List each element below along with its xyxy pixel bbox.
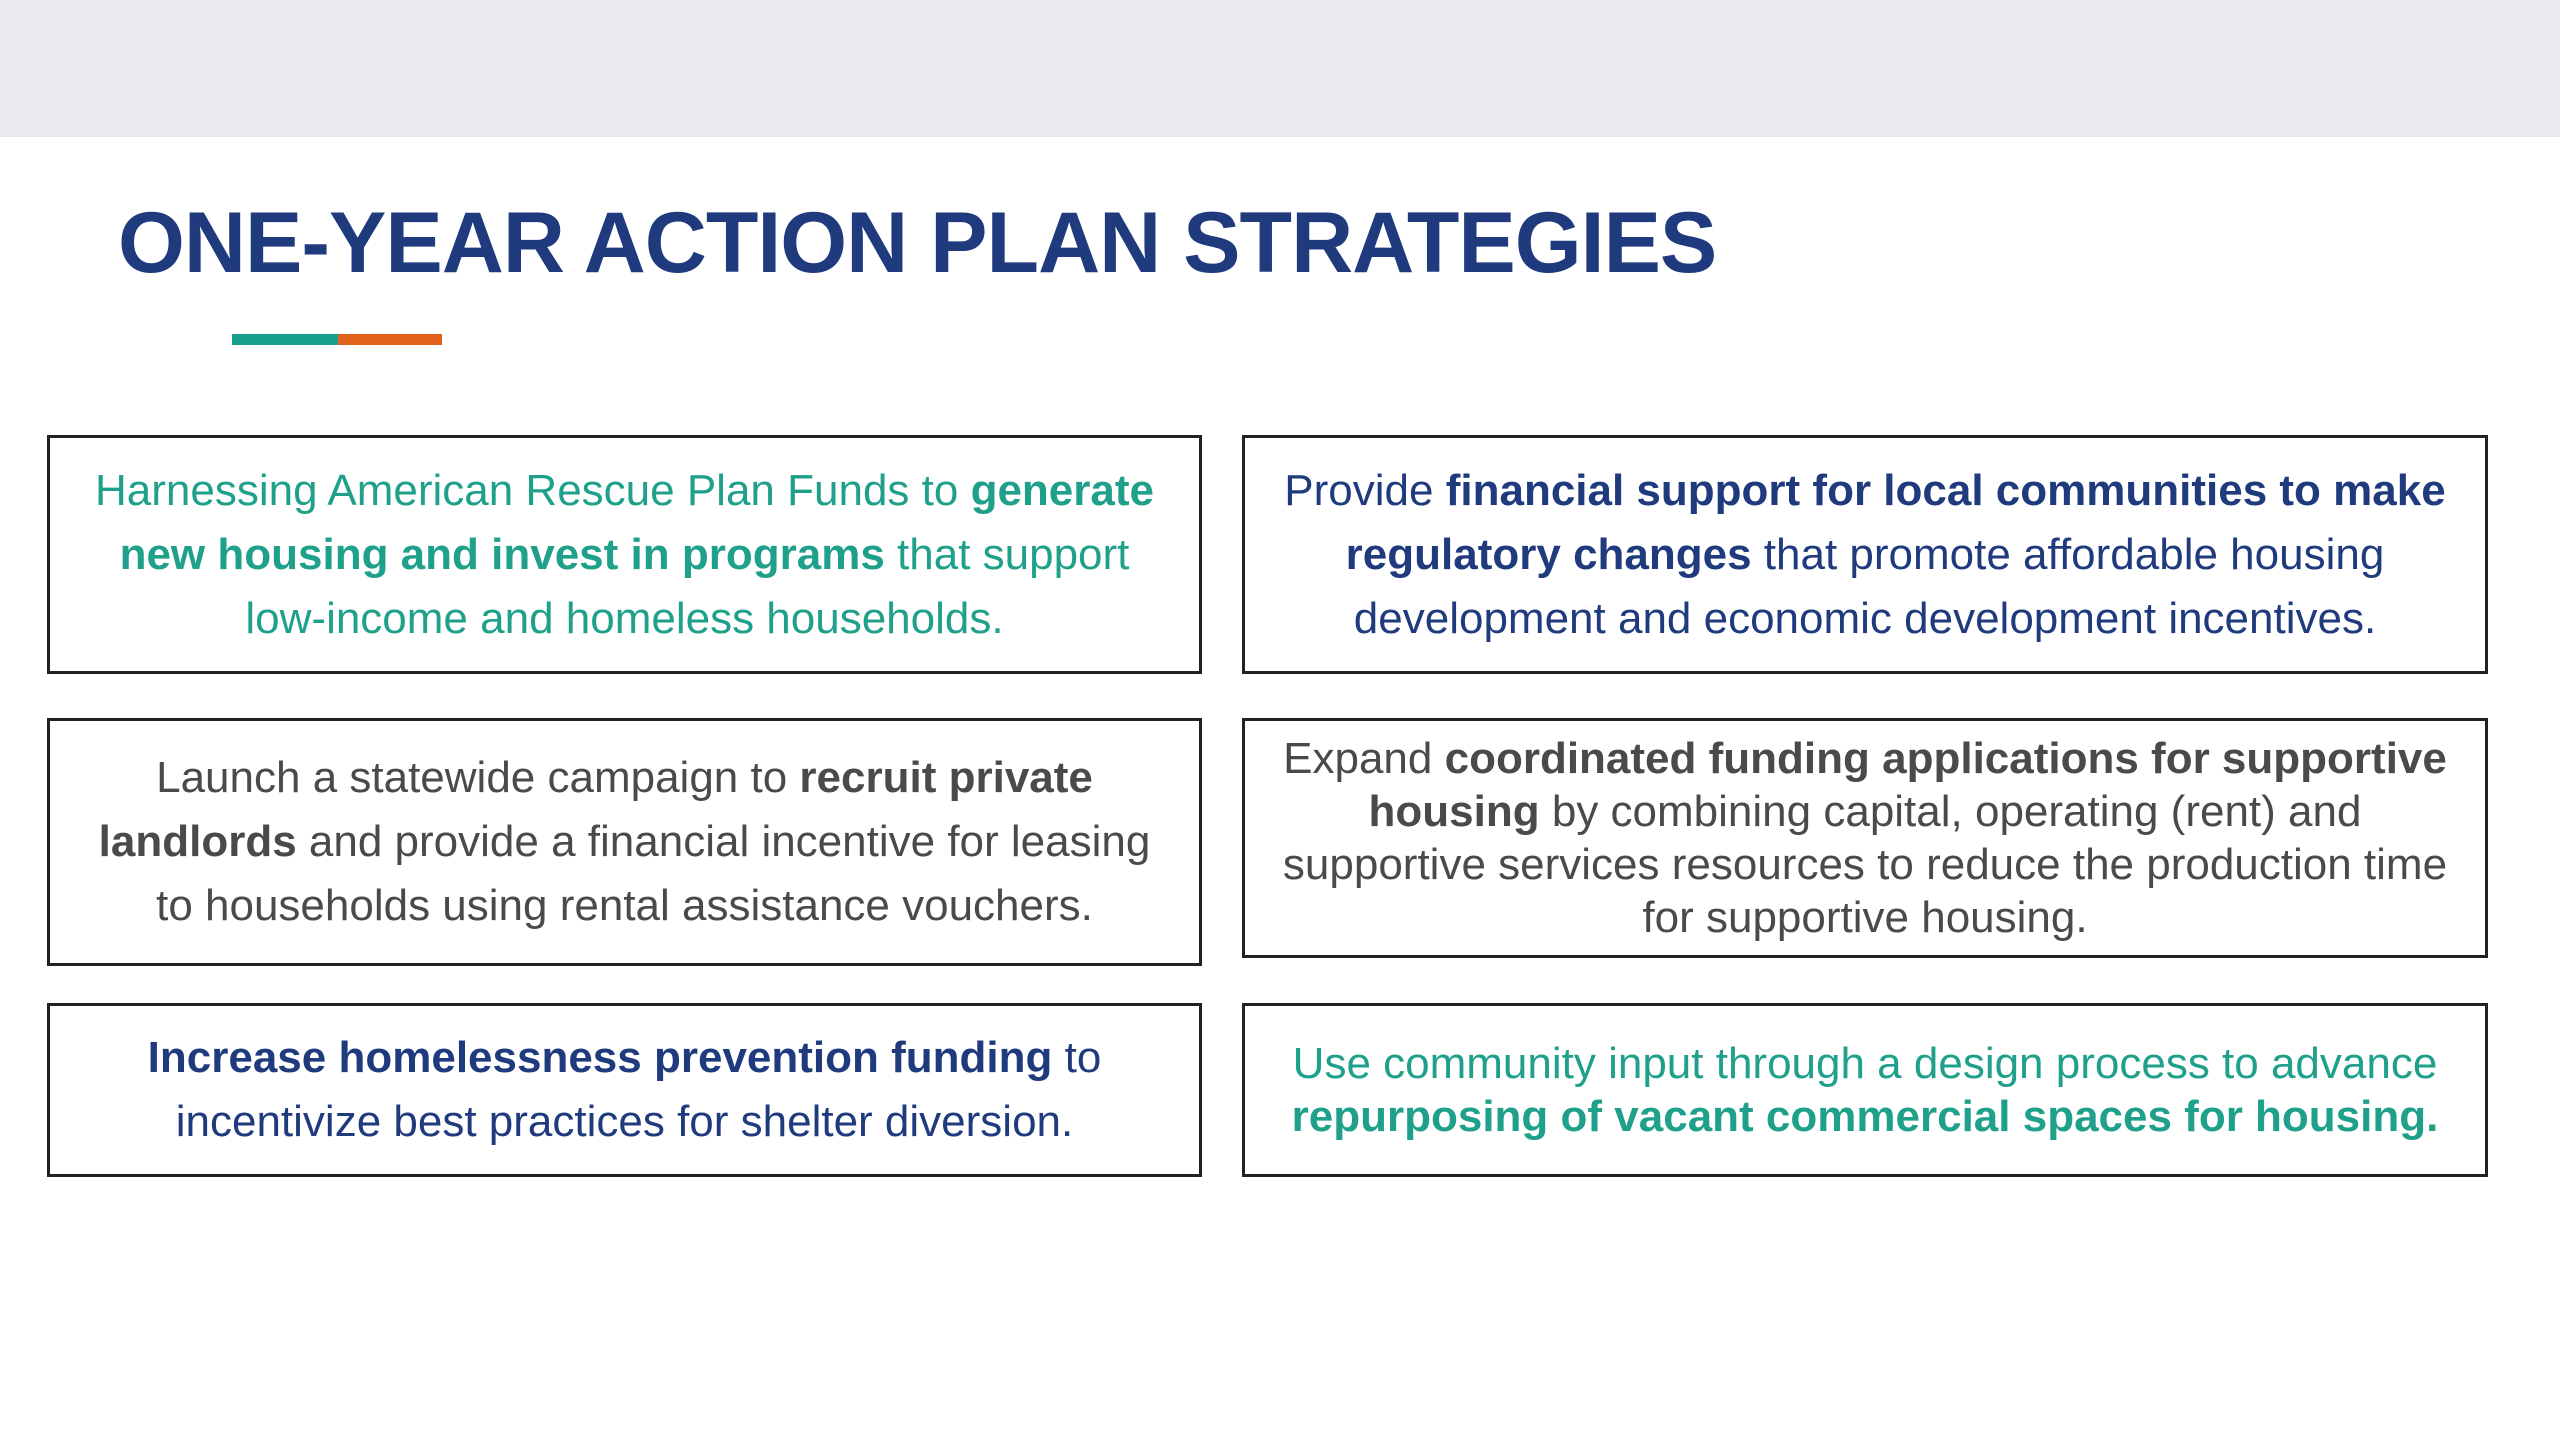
strategy-text-segment: Expand [1283,734,1445,783]
title-underline-teal [232,334,338,345]
strategy-card-homelessness-prevention [47,1003,1202,1177]
strategy-text-highlight: repurposing of vacant commercial spaces for housing. [1291,1092,2439,1141]
strategy-card-vacant-commercial [1242,1003,2488,1177]
strategy-text-highlight: Increase homelessness prevention funding [147,1033,1053,1082]
strategy-text [84,1026,1165,1154]
strategy-card-arp-funds [47,435,1202,674]
title-underline-orange [338,334,442,345]
strategy-text-segment: by combining capital, operating (rent) and supportive services resources to reduce the production time for supportive housing. [1282,787,2448,942]
top-bar [0,0,2560,137]
strategy-text [1279,1037,2451,1143]
strategy-text-segment: Launch a statewide campaign to [156,753,800,802]
strategy-card-landlord-campaign [47,718,1202,966]
strategy-text-segment: Provide [1284,465,1446,515]
strategy-text-segment: that support low-income and homeless households. [245,529,1130,643]
strategy-text-segment: Harnessing American Rescue Plan Funds to [95,465,971,515]
strategy-text-segment: to incentivize best practices for shelter diversion. [175,1033,1102,1146]
strategy-text [1279,459,2451,651]
strategy-card-supportive-housing [1242,718,2488,958]
strategy-text-segment: and provide a financial incentive for leasing to households using rental assistance vouchers. [156,817,1151,930]
strategy-text [1279,732,2451,944]
strategy-text-highlight: generate new housing and invest in programs [119,465,1154,579]
page-title: ONE-YEAR ACTION PLAN STRATEGIES [118,195,1717,291]
strategy-text-segment: that promote affordable housing development and economic development incentives. [1353,529,2385,643]
strategy-text-highlight: recruit private landlords [98,753,1093,866]
strategy-text-highlight: financial support for local communities to make regulatory changes [1345,465,2446,579]
strategy-text [84,459,1165,651]
strategy-text [84,746,1165,938]
strategy-text-highlight: coordinated funding applications for supportive housing [1368,734,2447,836]
strategy-text-segment: Use community input through a design process to advance [1292,1039,2438,1088]
strategy-card-local-communities [1242,435,2488,674]
